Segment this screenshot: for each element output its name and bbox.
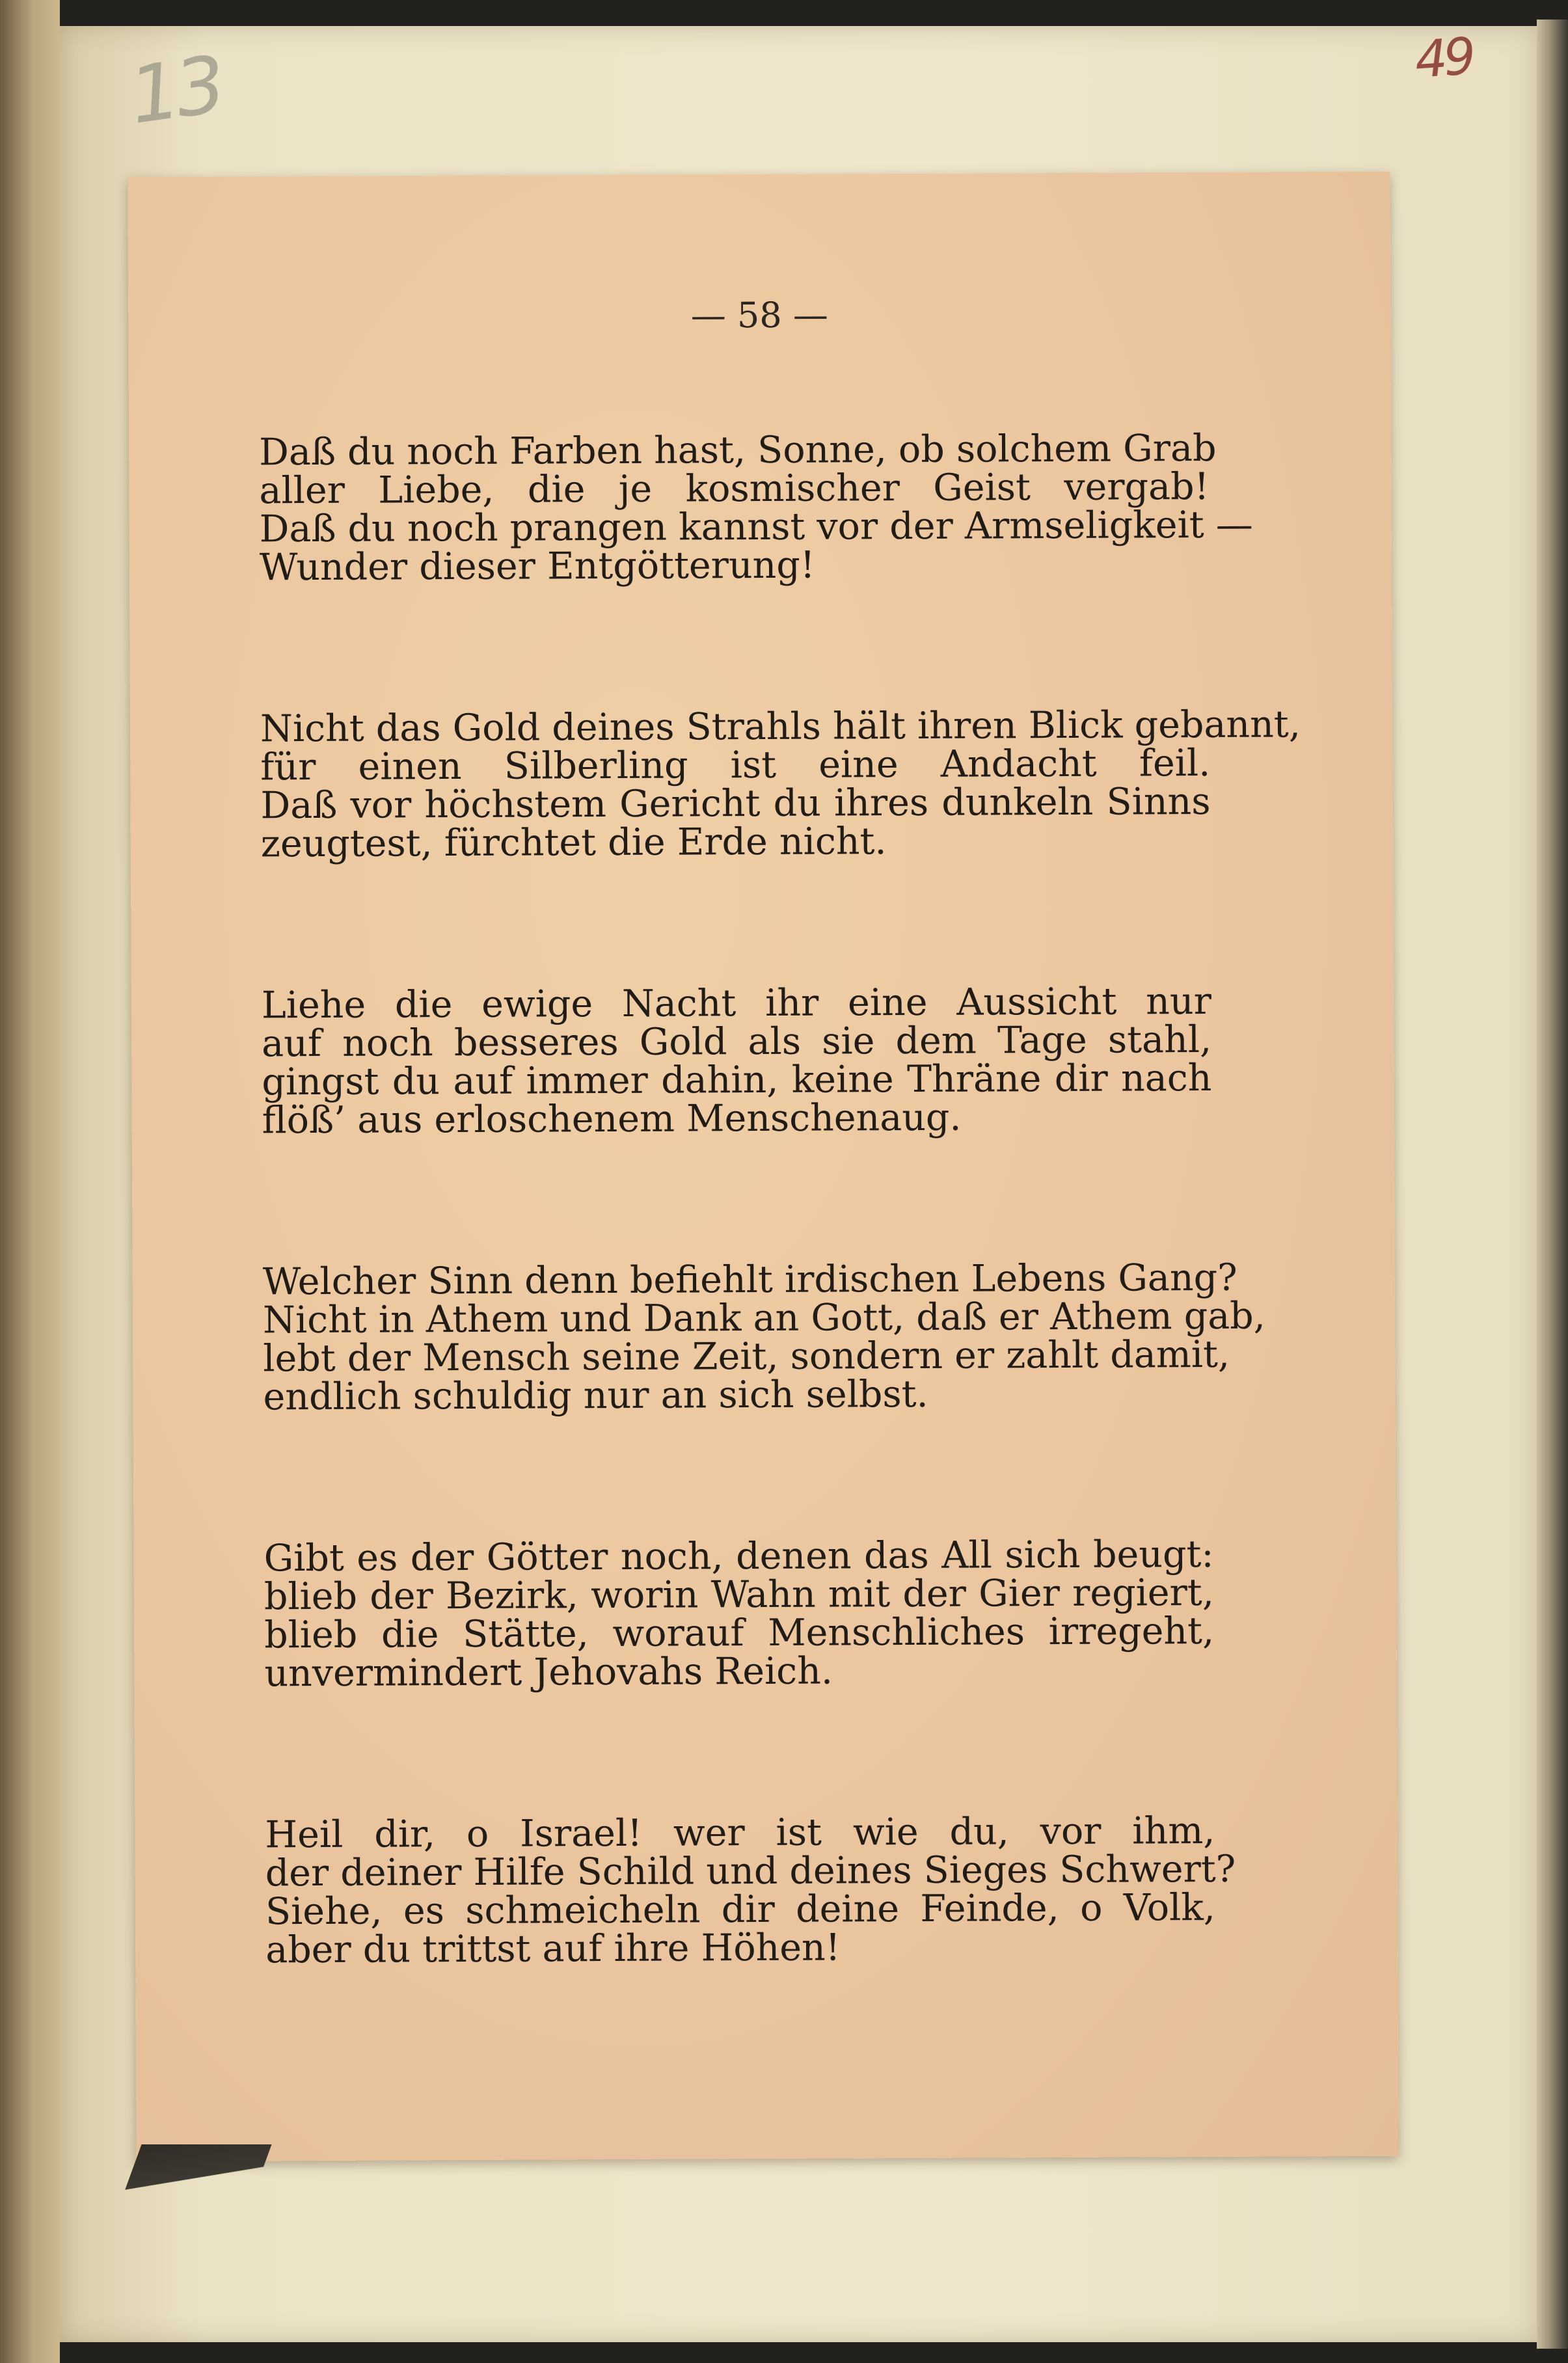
poem-line: flöß’ aus erloschenem Menschenaug. [262, 1096, 962, 1142]
poem-line: gingst du auf immer dahin, keine Thräne dir nach [262, 1056, 1212, 1104]
poem-line: Nicht in Athem und Dank an Gott, daß er Athem gab, [262, 1294, 1265, 1342]
poem-line: Daß du noch Farben hast, Sonne, ob solchem Grab [259, 426, 1217, 474]
clipping-curl [122, 2144, 271, 2196]
page-number: — 58 — [690, 294, 828, 336]
poem-line: Nicht das Gold deines Strahls hält ihren Blick gebannt, [260, 703, 1301, 751]
poem-line: zeugtest, fürchtet die Erde nicht. [260, 820, 887, 866]
poem-line: auf noch besseres Gold als sie dem Tage stahl, [262, 1018, 1212, 1066]
poem-line: für einen Silberling ist eine Andacht feil. [260, 741, 1211, 789]
poem-line: der deiner Hilfe Schild und deines Sieges Schwert? [265, 1847, 1236, 1895]
stanza [264, 1532, 1215, 1695]
poem-line: lebt der Mensch seine Zeit, sondern er zahlt damit, [263, 1332, 1230, 1381]
poem-line: aber du trittst auf ihre Höhen! [265, 1926, 841, 1972]
stanza [265, 1809, 1236, 1972]
poem-line: Liehe die ewige Nacht ihr eine Aussicht nur [261, 979, 1212, 1027]
poem-line: Wunder dieser Entgötterung! [259, 543, 815, 589]
poem-line: blieb die Stätte, worauf Menschliches irregeht, [264, 1609, 1215, 1657]
poem-line: Heil dir, o Israel! wer ist wie du, vor ihm, [265, 1809, 1215, 1857]
stanza [259, 426, 1253, 589]
page-edge [1537, 20, 1568, 2349]
poem-line: Gibt es der Götter noch, denen das All sich beugt: [264, 1532, 1214, 1580]
stanza [261, 979, 1212, 1142]
pencil-annotation-left: 13 [124, 39, 228, 142]
poem-line: Daß vor höchstem Gericht du ihres dunkeln Sinns [260, 779, 1211, 828]
poem-line: endlich schuldig nur an sich selbst. [263, 1372, 928, 1419]
poem-text [259, 426, 1301, 2092]
pencil-annotation-right: 49 [1413, 27, 1474, 90]
poem-line: blieb der Bezirk, worin Wahn mit der Gier regiert, [264, 1571, 1215, 1619]
poem-line: aller Liebe, die je kosmischer Geist vergab! [259, 465, 1210, 513]
poem-line: Welcher Sinn denn befiehlt irdischen Lebens Gang? [262, 1256, 1237, 1304]
newspaper-clipping [128, 172, 1398, 2161]
poem-line: Siehe, es schmeicheln dir deine Feinde, o Volk, [265, 1885, 1216, 1934]
poem-line: unvermindert Jehovahs Reich. [264, 1649, 833, 1695]
stanza [262, 1256, 1265, 1419]
poem-line: Daß du noch prangen kannst vor der Armseligkeit — [259, 503, 1253, 551]
stanza [260, 703, 1301, 866]
book-spine [0, 0, 60, 2363]
